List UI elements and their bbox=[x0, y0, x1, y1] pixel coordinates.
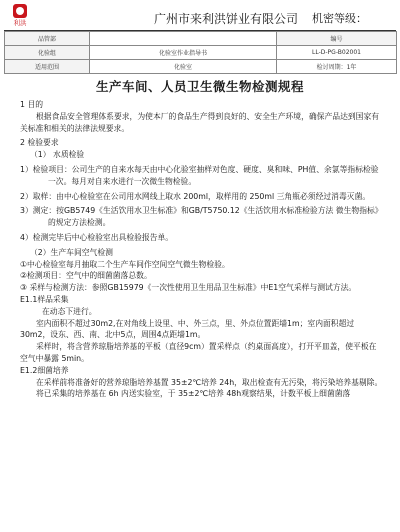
meta-doc-number: LL-D-PG-B02001 bbox=[277, 46, 397, 60]
list-item: 3）测定：按GB5749《生活饮用水卫生标准》和GB/T5750.12《生活饮用水标准检验方法 微生物指标》的规定方法检测。 bbox=[20, 206, 383, 228]
meta-blank bbox=[90, 32, 277, 46]
list-item: 1）检验项目：公司生产的自来水每天由中心化验室抽样对色度、硬度、臭和味、PH值、余氯等指标检验一次。每月对自来水进行一次微生物检验。 bbox=[20, 164, 379, 186]
document-meta-table bbox=[4, 31, 397, 74]
list-item: 4）检测完毕后中心检验室出具检验报告单。 bbox=[20, 232, 174, 242]
meta-row bbox=[5, 46, 397, 60]
meta-scope-value: 化验室 bbox=[90, 60, 277, 74]
meta-row bbox=[5, 60, 397, 74]
paragraph: 在动态下进行。 bbox=[42, 306, 97, 316]
subsection-heading: E1.1样品采集 bbox=[20, 294, 69, 304]
secrecy-level-label: 机密等级： bbox=[312, 12, 367, 25]
meta-number-label: 编号 bbox=[277, 32, 397, 46]
paragraph: 室内面积不超过30m2,在对角线上设里、中、外三点，里、外点位置距墙1m；室内面积超过30m2，设东、西、南、北中5点，周围4点距墙1m。 bbox=[20, 318, 355, 340]
meta-doc-type: 化验室作业指导书 bbox=[90, 46, 277, 60]
company-logo bbox=[6, 4, 34, 30]
list-item: ②检测项目：空气中的细菌菌落总数。 bbox=[20, 271, 152, 281]
subsection-heading: （2）生产车间空气检测 bbox=[30, 247, 113, 257]
document-body bbox=[20, 99, 384, 400]
meta-department: 品管部 bbox=[5, 32, 90, 46]
meta-scope-label: 适用范围 bbox=[5, 60, 90, 74]
meta-group: 化验组 bbox=[5, 46, 90, 60]
paragraph: 采样时，将含营养琼脂培养基的平板（直径9cm）置采样点（约桌面高度），打开平皿盖，使平板在空气中暴露 5min。 bbox=[20, 342, 377, 363]
paragraph: 根据食品安全管理体系要求，为使本厂的食品生产得到良好的、安全生产环境，确保产品达到国家有关标准和相关的法律法规要求。 bbox=[20, 111, 380, 133]
page-header bbox=[4, 2, 396, 30]
list-item: ①中心检验室每月抽取二个生产车间作空间空气微生物检验。 bbox=[20, 259, 230, 269]
meta-review-cycle: 检讨周期：1年 bbox=[277, 60, 397, 74]
subsection-heading: （1） 水质检验 bbox=[30, 150, 85, 160]
section-heading: 2 检验要求 bbox=[20, 138, 59, 148]
list-item: 2）取样：由中心检验室在公司用水网线上取水 200ml，取样用的 250ml 三角瓶必须经过消毒灭菌。 bbox=[20, 191, 371, 201]
company-name: 广州市来利洪饼业有限公司 bbox=[154, 12, 299, 26]
section-heading: 1 目的 bbox=[20, 100, 44, 109]
logo-icon bbox=[13, 4, 27, 18]
document-title: 生产车间、人员卫生微生物检测规程 bbox=[95, 79, 304, 94]
logo-text: 利洪 bbox=[13, 19, 27, 27]
meta-row bbox=[5, 32, 397, 46]
paragraph: 将已采集的培养基在 6h 内送实验室，于 35±2℃培养 48h观察结果，计数平板上细菌菌落 bbox=[36, 389, 351, 399]
list-item: ③ 采样与检测方法：参照GB15979《一次性使用卫生用品卫生标准》中E1空气采样与测试方法。 bbox=[20, 283, 357, 293]
subsection-heading: E1.2细菌培养 bbox=[20, 365, 69, 375]
paragraph: 在采样前将准备好的营养琼脂培养基置 35±2℃培养 24h，取出检查有无污染，将污染培养基剔除。 bbox=[36, 377, 383, 387]
